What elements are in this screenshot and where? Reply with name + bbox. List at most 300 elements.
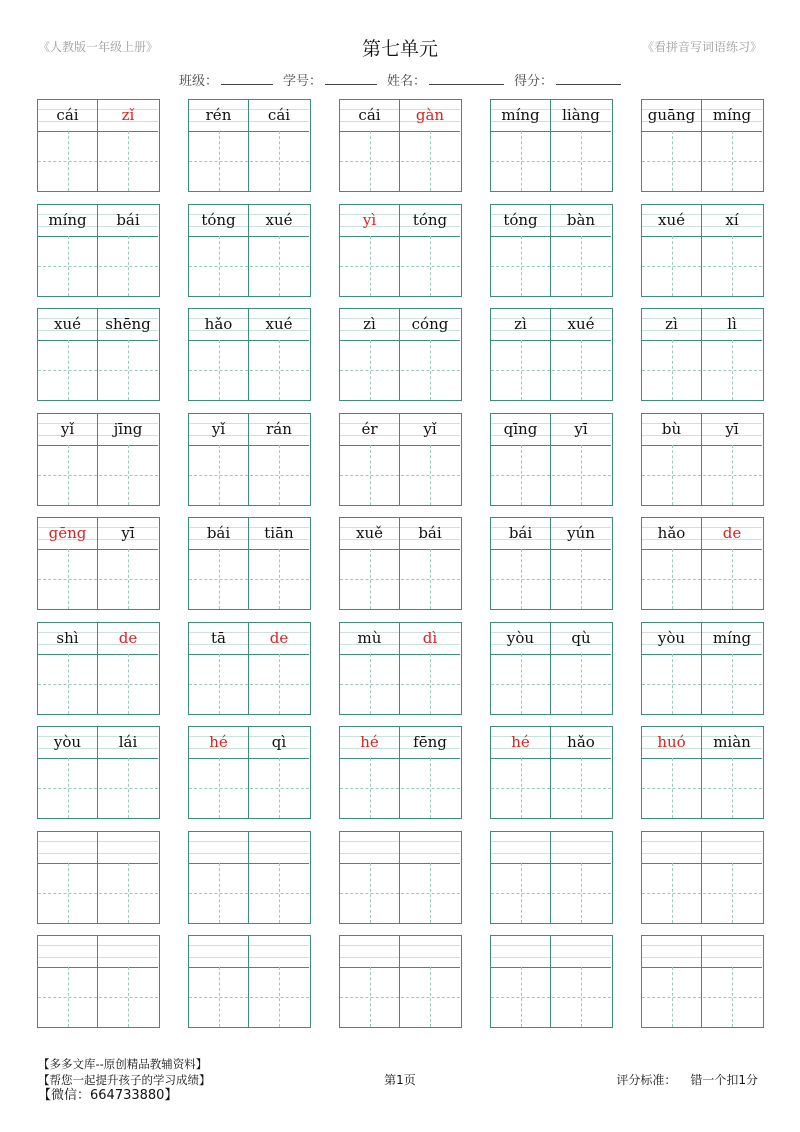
guide-line-vertical [279, 758, 280, 818]
pinyin-syllable: yī [702, 414, 762, 445]
pinyin-syllable: yòu [38, 727, 97, 758]
guide-line-vertical [128, 236, 129, 296]
guide-line-horizontal [642, 161, 762, 162]
guide-line-vertical [279, 236, 280, 296]
guide-line-horizontal [642, 788, 762, 789]
word-box[interactable] [37, 308, 160, 401]
pinyin-baseline [491, 131, 611, 132]
guide-line-horizontal [340, 788, 460, 789]
guide-line-vertical [128, 654, 129, 714]
guide-line-vertical [430, 340, 431, 400]
info-field-label: 学号： [282, 74, 322, 89]
pinyin-syllable: míng [38, 205, 97, 236]
pinyin-baseline [189, 863, 309, 864]
word-box[interactable] [339, 413, 462, 506]
guide-line-vertical [128, 445, 129, 505]
guide-line-vertical [732, 445, 733, 505]
pinyin-syllable: shēng [98, 309, 158, 340]
scoring-value: 错一个扣1分 [690, 1073, 758, 1087]
pinyin-syllable: de [702, 518, 762, 549]
pinyin-syllable: bái [189, 518, 248, 549]
guide-line-horizontal [340, 893, 460, 894]
guide-line-vertical [521, 758, 522, 818]
pinyin-baseline [491, 758, 611, 759]
pinyin-syllable: ér [340, 414, 399, 445]
word-box[interactable] [641, 517, 764, 610]
guide-line-vertical [128, 967, 129, 1027]
word-box[interactable] [641, 308, 764, 401]
pinyin-baseline [38, 863, 158, 864]
guide-line-vertical [430, 549, 431, 609]
guide-line-vertical [430, 445, 431, 505]
guide-line-horizontal [38, 579, 158, 580]
word-box[interactable] [339, 308, 462, 401]
pinyin-syllable: qù [551, 623, 611, 654]
guide-line-vertical [672, 758, 673, 818]
pinyin-syllable: tóng [189, 205, 248, 236]
pinyin-syllable: jīng [98, 414, 158, 445]
guide-line-horizontal [642, 266, 762, 267]
word-box[interactable] [188, 99, 311, 192]
pinyin-syllable: xué [551, 309, 611, 340]
guide-line-vertical [732, 967, 733, 1027]
pinyin-writing-grid [37, 99, 763, 1029]
pinyin-baseline [38, 549, 158, 550]
pinyin-syllable: de [249, 623, 309, 654]
student-info [0, 70, 800, 89]
guide-line-horizontal [642, 893, 762, 894]
word-box[interactable] [188, 935, 311, 1028]
guide-line-horizontal [38, 370, 158, 371]
guide-line-vertical [732, 340, 733, 400]
word-box[interactable] [490, 935, 613, 1028]
pinyin-syllable: fēng [400, 727, 460, 758]
word-box[interactable] [188, 726, 311, 819]
guide-line-vertical [732, 654, 733, 714]
word-box[interactable] [339, 99, 462, 192]
word-box[interactable] [490, 308, 613, 401]
guide-line-vertical [581, 654, 582, 714]
guide-line-vertical [430, 758, 431, 818]
guide-line-horizontal [491, 579, 611, 580]
pinyin-syllable: cái [38, 100, 97, 131]
pinyin-syllable: yī [551, 414, 611, 445]
pinyin-baseline [340, 340, 460, 341]
pinyin-syllable: hǎo [642, 518, 701, 549]
guide-line-vertical [672, 549, 673, 609]
pinyin-syllable: shì [38, 623, 97, 654]
guide-line-vertical [68, 236, 69, 296]
guide-line-vertical [219, 131, 220, 191]
guide-line-vertical [68, 131, 69, 191]
pinyin-syllable: guāng [642, 100, 701, 131]
guide-line-vertical [581, 236, 582, 296]
info-field [179, 70, 273, 89]
guide-line-vertical [219, 967, 220, 1027]
guide-line-vertical [219, 445, 220, 505]
pinyin-baseline [642, 131, 762, 132]
page-number: 第1页 [384, 1073, 416, 1087]
guide-line-vertical [732, 131, 733, 191]
pinyin-baseline [491, 654, 611, 655]
guide-line-horizontal [491, 475, 611, 476]
pinyin-syllable [400, 832, 460, 863]
pinyin-baseline [491, 236, 611, 237]
pinyin-syllable: zì [642, 309, 701, 340]
word-box[interactable] [188, 308, 311, 401]
guide-line-vertical [672, 654, 673, 714]
pinyin-syllable: liàng [551, 100, 611, 131]
pinyin-syllable: yǐ [189, 414, 248, 445]
pinyin-baseline [38, 967, 158, 968]
guide-line-horizontal [491, 266, 611, 267]
word-box[interactable] [188, 517, 311, 610]
pinyin-syllable [189, 936, 248, 967]
guide-line-horizontal [38, 475, 158, 476]
guide-line-vertical [68, 654, 69, 714]
info-field-blank[interactable] [221, 72, 273, 85]
guide-line-vertical [68, 863, 69, 923]
guide-line-vertical [128, 758, 129, 818]
guide-line-horizontal [491, 893, 611, 894]
word-box[interactable] [37, 831, 160, 924]
guide-line-vertical [672, 131, 673, 191]
pinyin-syllable: huó [642, 727, 701, 758]
guide-line-horizontal [38, 893, 158, 894]
guide-line-vertical [430, 236, 431, 296]
pinyin-syllable: hé [189, 727, 248, 758]
guide-line-horizontal [642, 370, 762, 371]
pinyin-baseline [491, 967, 611, 968]
guide-line-vertical [732, 758, 733, 818]
footer-promo-line: 【多多文库--原创精品教辅资料】 [38, 1057, 208, 1071]
guide-line-horizontal [38, 684, 158, 685]
guide-line-horizontal [38, 788, 158, 789]
guide-line-vertical [128, 131, 129, 191]
pinyin-syllable: yì [340, 205, 399, 236]
word-box[interactable] [490, 413, 613, 506]
guide-line-vertical [732, 549, 733, 609]
guide-line-horizontal [189, 788, 309, 789]
guide-line-horizontal [642, 475, 762, 476]
guide-line-vertical [68, 758, 69, 818]
guide-line-vertical [581, 549, 582, 609]
pinyin-baseline [340, 654, 460, 655]
guide-line-vertical [521, 549, 522, 609]
pinyin-syllable: bái [98, 205, 158, 236]
book-name: 《人教版一年级上册》 [38, 40, 159, 54]
word-box[interactable] [188, 831, 311, 924]
guide-line-vertical [219, 863, 220, 923]
pinyin-syllable [642, 832, 701, 863]
guide-line-horizontal [491, 370, 611, 371]
pinyin-syllable [551, 936, 611, 967]
pinyin-syllable: yī [98, 518, 158, 549]
guide-line-horizontal [491, 161, 611, 162]
word-box[interactable] [339, 831, 462, 924]
word-box[interactable] [490, 622, 613, 715]
pinyin-baseline [642, 758, 762, 759]
pinyin-syllable: hǎo [189, 309, 248, 340]
word-box[interactable] [339, 935, 462, 1028]
info-field-label: 姓名： [387, 74, 427, 89]
word-box[interactable] [339, 517, 462, 610]
pinyin-syllable: gàn [400, 100, 460, 131]
word-box[interactable] [490, 831, 613, 924]
pinyin-syllable: hé [491, 727, 550, 758]
pinyin-syllable: yún [551, 518, 611, 549]
guide-line-horizontal [340, 161, 460, 162]
guide-line-vertical [370, 654, 371, 714]
guide-line-vertical [128, 863, 129, 923]
word-box[interactable] [37, 99, 160, 192]
pinyin-syllable: tā [189, 623, 248, 654]
pinyin-syllable: xué [642, 205, 701, 236]
guide-line-vertical [219, 549, 220, 609]
pinyin-syllable: hǎo [551, 727, 611, 758]
footer-promo-line: 【帮您一起提升孩子的学习成绩】 [38, 1073, 211, 1087]
pinyin-baseline [340, 131, 460, 132]
pinyin-baseline [38, 654, 158, 655]
info-field-label: 得分： [514, 74, 554, 89]
word-box[interactable] [490, 517, 613, 610]
pinyin-syllable [642, 936, 701, 967]
word-box[interactable] [37, 413, 160, 506]
guide-line-vertical [581, 967, 582, 1027]
pinyin-syllable: xuě [340, 518, 399, 549]
pinyin-syllable: dì [400, 623, 460, 654]
guide-line-vertical [370, 758, 371, 818]
guide-line-vertical [279, 131, 280, 191]
pinyin-baseline [38, 445, 158, 446]
pinyin-baseline [491, 863, 611, 864]
guide-line-vertical [68, 445, 69, 505]
pinyin-syllable: bái [400, 518, 460, 549]
pinyin-baseline [642, 863, 762, 864]
guide-line-vertical [430, 967, 431, 1027]
guide-line-vertical [128, 549, 129, 609]
word-box[interactable] [641, 622, 764, 715]
pinyin-syllable: lì [702, 309, 762, 340]
guide-line-vertical [219, 340, 220, 400]
guide-line-vertical [370, 340, 371, 400]
guide-line-vertical [128, 340, 129, 400]
word-box[interactable] [339, 204, 462, 297]
word-box[interactable] [490, 726, 613, 819]
guide-line-horizontal [189, 997, 309, 998]
pinyin-syllable: rén [189, 100, 248, 131]
word-box[interactable] [641, 935, 764, 1028]
pinyin-syllable: qì [249, 727, 309, 758]
guide-line-vertical [521, 445, 522, 505]
pinyin-baseline [189, 340, 309, 341]
guide-line-vertical [430, 131, 431, 191]
guide-line-vertical [581, 445, 582, 505]
pinyin-syllable [249, 936, 309, 967]
pinyin-syllable: cóng [400, 309, 460, 340]
pinyin-baseline [38, 340, 158, 341]
guide-line-horizontal [189, 161, 309, 162]
pinyin-syllable [702, 936, 762, 967]
guide-line-vertical [68, 340, 69, 400]
guide-line-vertical [279, 863, 280, 923]
guide-line-horizontal [189, 266, 309, 267]
guide-line-vertical [521, 131, 522, 191]
guide-line-horizontal [491, 788, 611, 789]
info-field [514, 70, 621, 89]
pinyin-baseline [340, 863, 460, 864]
pinyin-baseline [38, 131, 158, 132]
pinyin-syllable: tóng [400, 205, 460, 236]
word-box[interactable] [339, 622, 462, 715]
guide-line-vertical [521, 236, 522, 296]
guide-line-vertical [581, 340, 582, 400]
info-field-blank[interactable] [325, 72, 377, 85]
guide-line-vertical [672, 236, 673, 296]
pinyin-syllable: zì [491, 309, 550, 340]
pinyin-syllable: yòu [491, 623, 550, 654]
guide-line-vertical [219, 758, 220, 818]
word-box[interactable] [188, 413, 311, 506]
word-box[interactable] [641, 831, 764, 924]
pinyin-baseline [38, 758, 158, 759]
guide-line-vertical [219, 654, 220, 714]
pinyin-syllable [249, 832, 309, 863]
guide-line-vertical [279, 445, 280, 505]
pinyin-syllable [491, 832, 550, 863]
word-box[interactable] [188, 622, 311, 715]
guide-line-vertical [370, 863, 371, 923]
guide-line-vertical [370, 236, 371, 296]
pinyin-syllable [38, 832, 97, 863]
guide-line-horizontal [491, 997, 611, 998]
pinyin-syllable: bù [642, 414, 701, 445]
pinyin-baseline [642, 340, 762, 341]
pinyin-baseline [340, 445, 460, 446]
pinyin-baseline [491, 340, 611, 341]
guide-line-horizontal [340, 579, 460, 580]
pinyin-syllable: yǐ [38, 414, 97, 445]
word-box[interactable] [188, 204, 311, 297]
pinyin-syllable: xué [249, 205, 309, 236]
info-field-blank[interactable] [429, 72, 504, 85]
pinyin-syllable [491, 936, 550, 967]
pinyin-baseline [38, 236, 158, 237]
word-box[interactable] [339, 726, 462, 819]
pinyin-baseline [189, 758, 309, 759]
pinyin-baseline [642, 654, 762, 655]
pinyin-syllable [702, 832, 762, 863]
guide-line-horizontal [340, 684, 460, 685]
guide-line-horizontal [38, 161, 158, 162]
word-box[interactable] [641, 726, 764, 819]
word-box[interactable] [37, 204, 160, 297]
guide-line-horizontal [340, 475, 460, 476]
guide-line-vertical [370, 445, 371, 505]
pinyin-baseline [340, 549, 460, 550]
pinyin-baseline [340, 758, 460, 759]
word-box[interactable] [37, 622, 160, 715]
pinyin-syllable [340, 832, 399, 863]
guide-line-vertical [430, 863, 431, 923]
pinyin-syllable: xí [702, 205, 762, 236]
scoring-rule [602, 1071, 758, 1088]
pinyin-syllable [340, 936, 399, 967]
pinyin-syllable [551, 832, 611, 863]
pinyin-syllable: mù [340, 623, 399, 654]
guide-line-horizontal [340, 266, 460, 267]
pinyin-baseline [642, 445, 762, 446]
pinyin-syllable: xué [249, 309, 309, 340]
word-box[interactable] [37, 517, 160, 610]
word-box[interactable] [37, 726, 160, 819]
info-field [387, 70, 504, 89]
pinyin-baseline [491, 445, 611, 446]
pinyin-baseline [642, 236, 762, 237]
guide-line-vertical [672, 445, 673, 505]
guide-line-vertical [521, 654, 522, 714]
page-title: 第七单元 [361, 38, 438, 60]
pinyin-syllable: míng [702, 100, 762, 131]
pinyin-syllable: bàn [551, 205, 611, 236]
guide-line-vertical [581, 863, 582, 923]
pinyin-syllable: cái [340, 100, 399, 131]
guide-line-vertical [370, 131, 371, 191]
pinyin-syllable: bái [491, 518, 550, 549]
pinyin-syllable [98, 832, 158, 863]
word-box[interactable] [37, 935, 160, 1028]
guide-line-vertical [521, 340, 522, 400]
pinyin-baseline [642, 967, 762, 968]
pinyin-syllable: de [98, 623, 158, 654]
guide-line-horizontal [340, 370, 460, 371]
guide-line-vertical [430, 654, 431, 714]
word-box[interactable] [641, 204, 764, 297]
scoring-label: 评分标准： [616, 1073, 677, 1087]
info-field-blank[interactable] [556, 72, 621, 85]
guide-line-vertical [732, 236, 733, 296]
guide-line-vertical [581, 758, 582, 818]
pinyin-syllable: gēng [38, 518, 97, 549]
pinyin-syllable: yǐ [400, 414, 460, 445]
word-box[interactable] [490, 204, 613, 297]
pinyin-baseline [340, 236, 460, 237]
guide-line-horizontal [642, 579, 762, 580]
guide-line-horizontal [642, 997, 762, 998]
guide-line-horizontal [38, 266, 158, 267]
pinyin-syllable: lái [98, 727, 158, 758]
pinyin-baseline [189, 445, 309, 446]
guide-line-vertical [672, 967, 673, 1027]
pinyin-syllable [98, 936, 158, 967]
guide-line-horizontal [38, 997, 158, 998]
pinyin-syllable: tóng [491, 205, 550, 236]
guide-line-vertical [219, 236, 220, 296]
pinyin-baseline [189, 236, 309, 237]
guide-line-vertical [68, 967, 69, 1027]
pinyin-syllable: hé [340, 727, 399, 758]
guide-line-vertical [68, 549, 69, 609]
pinyin-baseline [189, 654, 309, 655]
pinyin-syllable: rán [249, 414, 309, 445]
word-box[interactable] [641, 99, 764, 192]
word-box[interactable] [641, 413, 764, 506]
pinyin-baseline [491, 549, 611, 550]
pinyin-syllable [38, 936, 97, 967]
word-box[interactable] [490, 99, 613, 192]
pinyin-syllable: tiān [249, 518, 309, 549]
pinyin-syllable: qīng [491, 414, 550, 445]
